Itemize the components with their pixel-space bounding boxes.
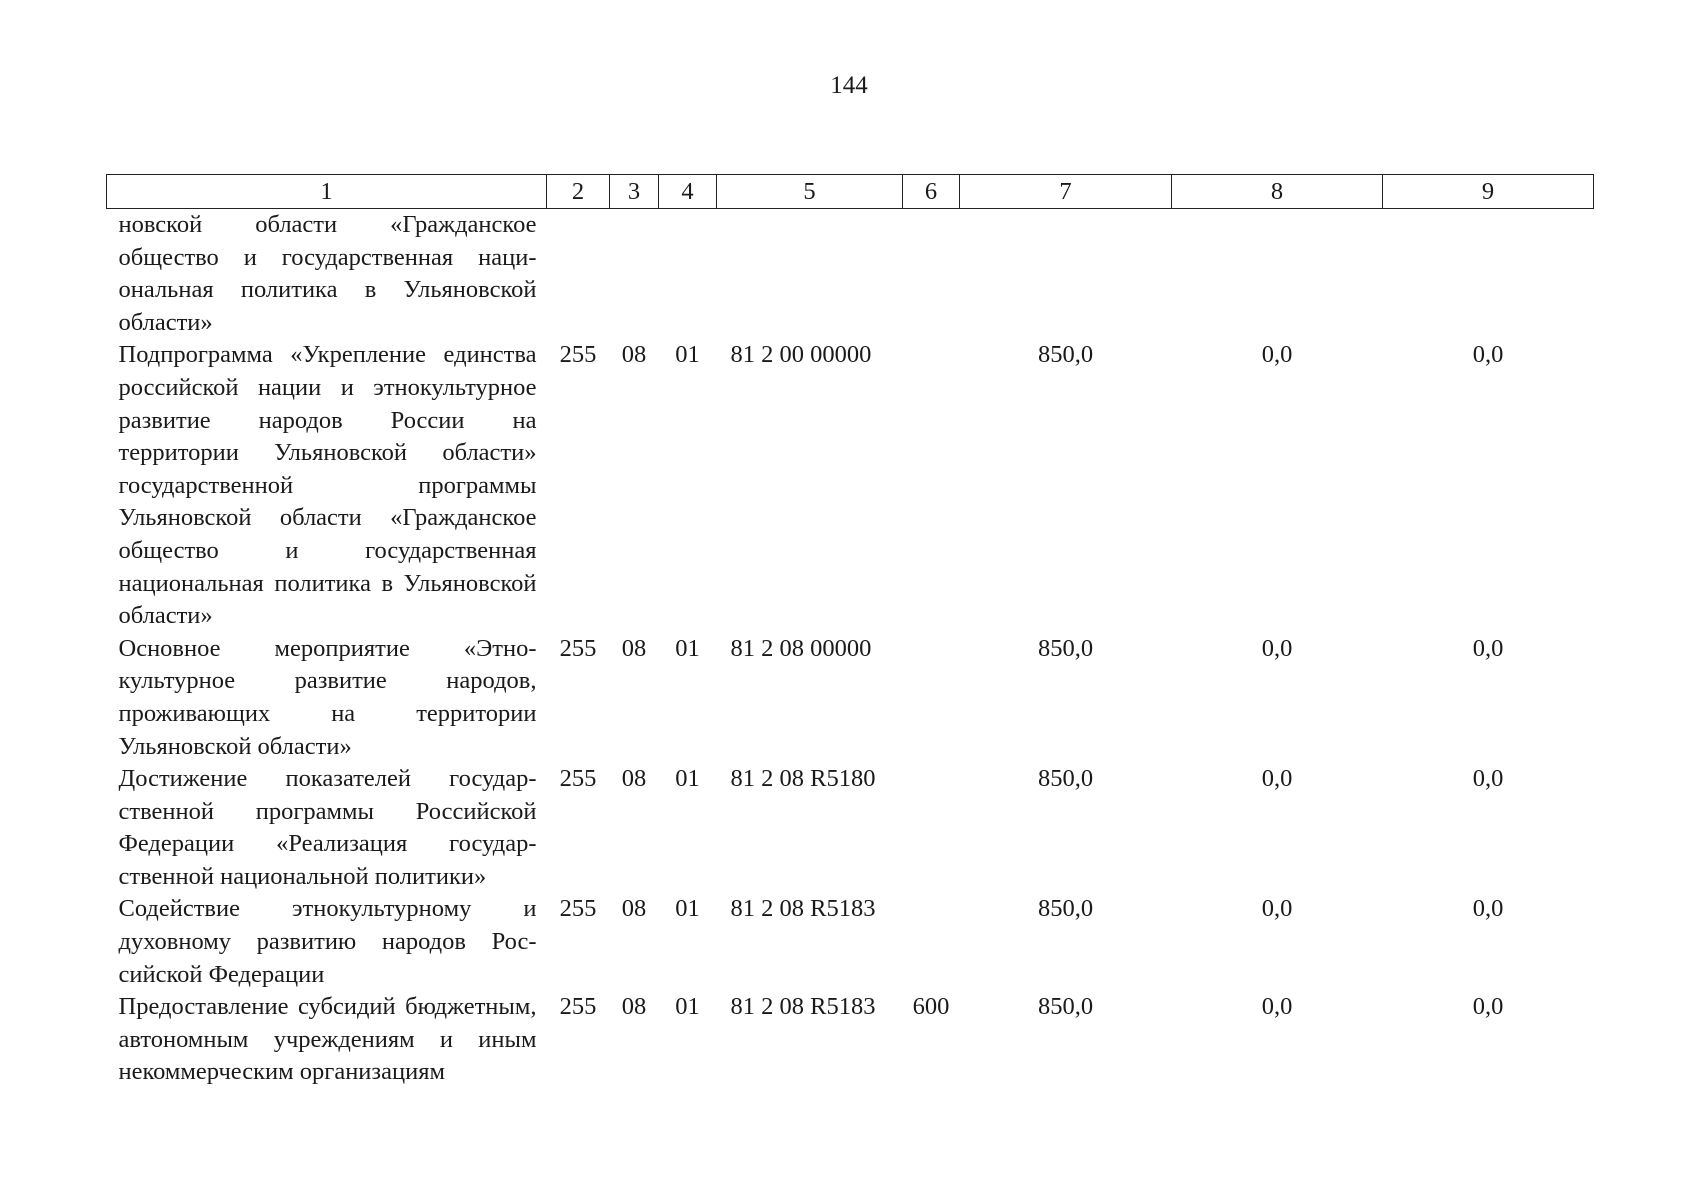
row-expense-type [903, 209, 960, 340]
table-header [107, 175, 1594, 209]
row-name: Основное мероприятие «Этнокультурное развитие народов, проживающих на территории Ульяновской области» [118, 634, 537, 760]
row-expense-type [903, 763, 960, 893]
row-target-article: 81 2 08 R5183 [730, 993, 876, 1021]
header-col-8: 8 [1172, 175, 1383, 209]
row-section-code: 08 [621, 895, 647, 923]
row-section-code: 08 [621, 993, 647, 1021]
row-subsection-code: 01 [675, 634, 700, 662]
row-name: Предоставление субсидий бюджетным, автономным учреждениям и иным некоммерческим организациям [118, 993, 537, 1086]
header-col-6: 6 [903, 175, 960, 209]
header-col-9: 9 [1383, 175, 1594, 209]
row-section-code: 08 [621, 341, 647, 369]
row-value-col7: 850,0 [1037, 341, 1094, 369]
row-target-article: 81 2 08 R5180 [730, 765, 876, 793]
row-value-col7 [960, 209, 1172, 340]
row-value-col9: 0,0 [1472, 341, 1504, 369]
row-ministry-code: 255 [559, 993, 597, 1021]
row-name: Подпрограмма «Укрепление единства российской нации и этнокультурное развитие народов России на территории Ульяновской области» государственной программы Ульяновской области «Гражданское общество и государственная национальная политика в Ульяновской области» [118, 341, 537, 630]
row-subsection-code [659, 209, 717, 340]
row-subsection-code: 01 [675, 993, 700, 1021]
header-col-7: 7 [960, 175, 1172, 209]
table-row [107, 893, 1594, 991]
header-col-3: 3 [610, 175, 659, 209]
row-expense-type [903, 633, 960, 763]
table-row [107, 633, 1594, 763]
row-value-col7: 850,0 [1037, 634, 1094, 662]
page-number: 144 [830, 72, 868, 99]
row-section-code: 08 [621, 634, 647, 662]
row-value-col9: 0,0 [1472, 765, 1504, 793]
row-target-article: 81 2 08 R5183 [730, 895, 876, 923]
row-subsection-code: 01 [675, 765, 700, 793]
header-row [107, 175, 1594, 209]
header-col-1: 1 [107, 175, 547, 209]
row-ministry-code [547, 209, 610, 340]
header-col-5: 5 [717, 175, 903, 209]
row-target-article [717, 209, 903, 340]
row-value-col7: 850,0 [1037, 765, 1094, 793]
row-ministry-code: 255 [559, 634, 597, 662]
row-subsection-code: 01 [675, 341, 700, 369]
table-row [107, 991, 1594, 1089]
table-row [107, 763, 1594, 893]
row-expense-type: 600 [912, 993, 950, 1021]
row-name: Достижение показателей государственной программы Российской Федерации «Реализация государственной национальной политики» [118, 765, 537, 890]
row-ministry-code: 255 [559, 895, 597, 923]
header-col-2: 2 [547, 175, 610, 209]
row-subsection-code: 01 [675, 895, 700, 923]
budget-table [106, 174, 1594, 1089]
header-col-4: 4 [659, 175, 717, 209]
table-row [107, 209, 1594, 340]
row-ministry-code: 255 [559, 341, 597, 369]
table-body [107, 209, 1594, 1090]
row-section-code [610, 209, 659, 340]
row-expense-type [903, 893, 960, 991]
row-value-col7: 850,0 [1037, 895, 1094, 923]
row-target-article: 81 2 00 00000 [730, 341, 872, 369]
row-value-col7: 850,0 [1037, 993, 1094, 1021]
row-value-col9: 0,0 [1472, 634, 1504, 662]
row-value-col8: 0,0 [1261, 993, 1293, 1021]
row-value-col9: 0,0 [1472, 993, 1504, 1021]
table-row [107, 339, 1594, 632]
row-ministry-code: 255 [559, 765, 597, 793]
row-name: новской области «Гражданское общество и государственная национальная политика в Ульяновской области» [118, 211, 537, 336]
row-value-col8: 0,0 [1261, 634, 1293, 662]
row-value-col8 [1172, 209, 1383, 340]
row-value-col8: 0,0 [1261, 895, 1293, 923]
row-value-col8: 0,0 [1261, 765, 1293, 793]
row-value-col9: 0,0 [1472, 895, 1504, 923]
row-value-col9 [1383, 209, 1594, 340]
row-name: Содействие этнокультурному и духовному развитию народов Российской Федерации [118, 895, 537, 988]
row-section-code: 08 [621, 765, 647, 793]
row-expense-type [903, 339, 960, 632]
row-target-article: 81 2 08 00000 [730, 634, 872, 662]
row-value-col8: 0,0 [1261, 341, 1293, 369]
